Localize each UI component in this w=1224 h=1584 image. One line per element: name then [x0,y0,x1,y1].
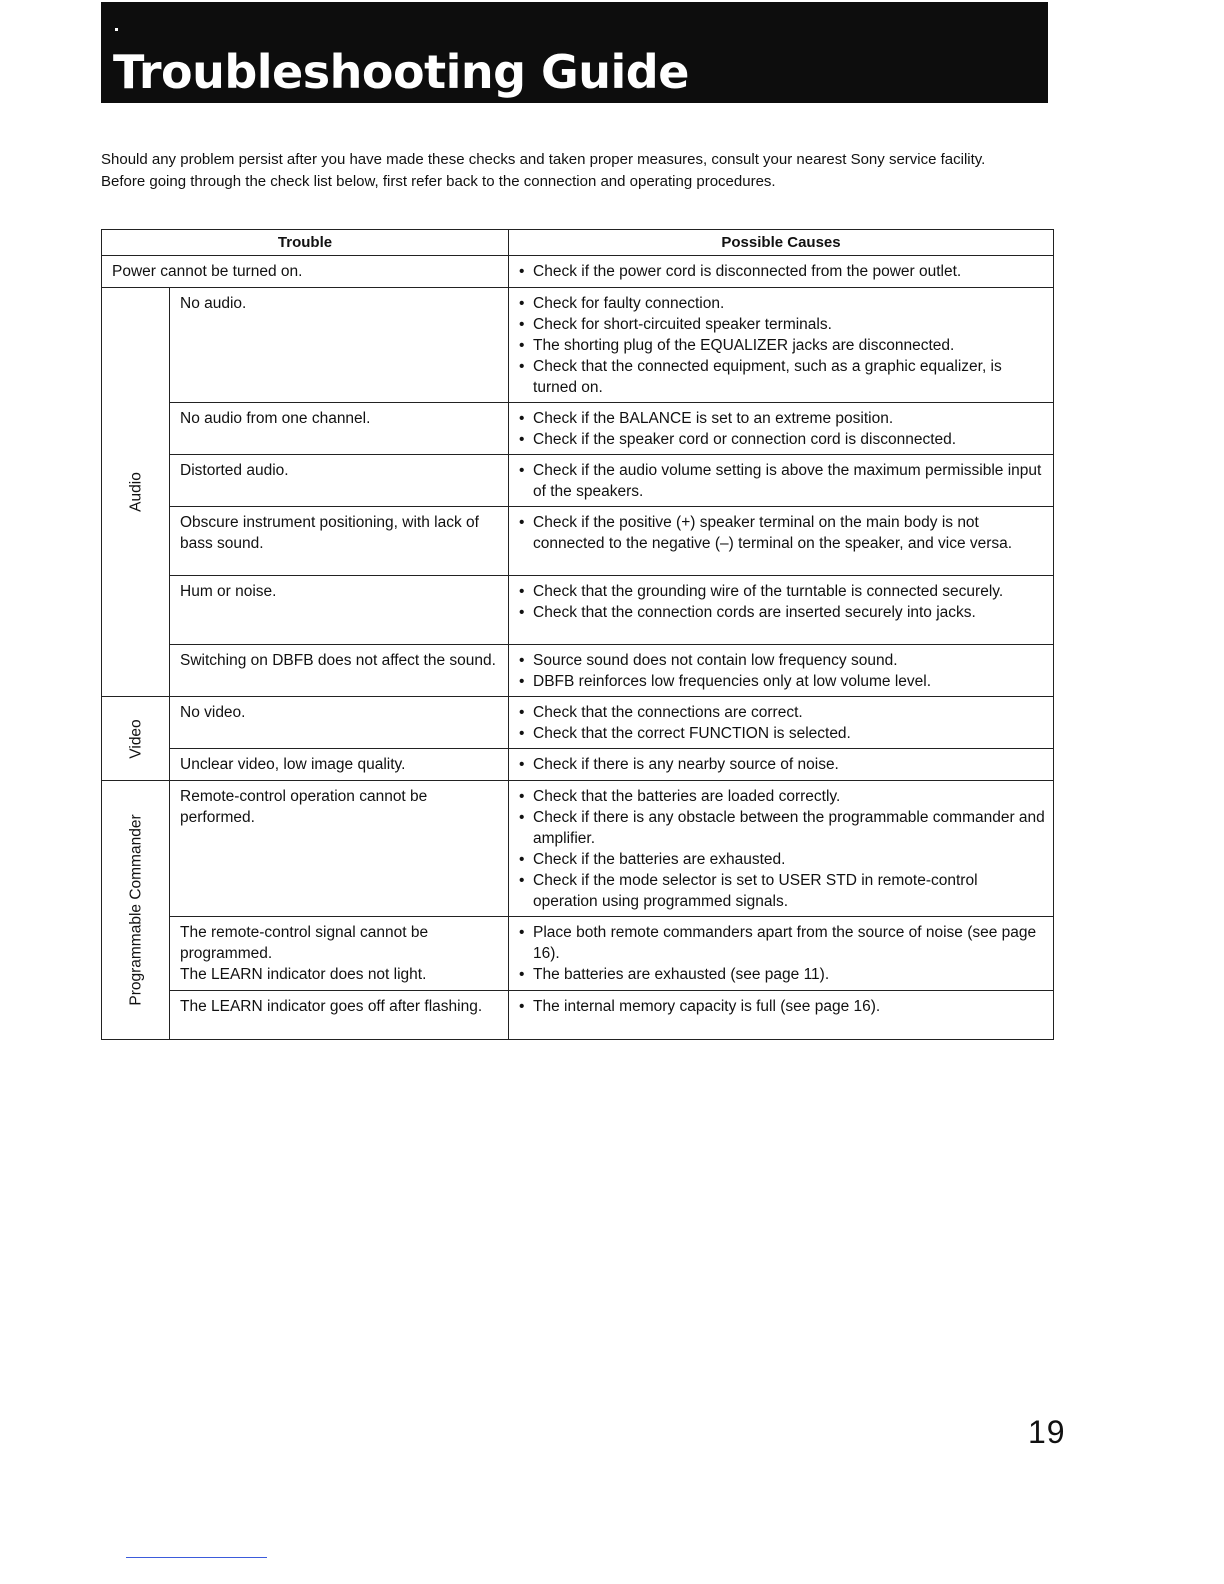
cause-item: • Place both remote commanders apart from the source of noise (see page 16). [517,922,1045,964]
trouble-cell: No audio. [170,288,509,403]
causes-list [517,408,1045,450]
footer-rule [126,1557,267,1558]
column-header-causes: Possible Causes [509,230,1054,256]
trouble-cell: Obscure instrument positioning, with lack of bass sound. [170,507,509,576]
trouble-cell: Remote-control operation cannot be performed. [170,781,509,917]
causes-cell [509,781,1054,917]
trouble-cell: Hum or noise. [170,576,509,645]
table-row [102,917,1054,991]
trouble-cell: The LEARN indicator goes off after flashing. [170,991,509,1040]
cause-item: • Check if the mode selector is set to USER STD in remote-control operation using programmed signals. [517,870,1045,912]
cause-item: • Check that the connection cords are inserted securely into jacks. [517,602,1045,623]
cause-item: • Check if the audio volume setting is above the maximum permissible input of the speakers. [517,460,1045,502]
causes-cell [509,507,1054,576]
cause-item: • Check if the BALANCE is set to an extreme position. [517,408,1045,429]
cause-item: • Check that the connections are correct. [517,702,1045,723]
causes-cell [509,991,1054,1040]
cause-item: • DBFB reinforces low frequencies only at low volume level. [517,671,1045,692]
causes-cell [509,645,1054,697]
table-header-row [102,230,1054,256]
table-row [102,991,1054,1040]
cause-item: • Check that the grounding wire of the turntable is connected securely. [517,581,1045,602]
column-header-trouble: Trouble [102,230,509,256]
trouble-cell: Power cannot be turned on. [102,256,509,288]
causes-list [517,754,1045,775]
causes-list [517,996,1045,1017]
trouble-cell: Unclear video, low image quality. [170,749,509,781]
cause-item: • Check if the power cord is disconnected from the power outlet. [517,261,1045,282]
cause-item: • Check for faulty connection. [517,293,1045,314]
cause-item: • Check if the positive (+) speaker terminal on the main body is not connected to the negative (–) terminal on the speaker, and vice versa. [517,512,1045,554]
table-row [102,403,1054,455]
cause-item: • The shorting plug of the EQUALIZER jacks are disconnected. [517,335,1045,356]
category-label: Programmable Commander [127,814,144,1006]
trouble-cell: No audio from one channel. [170,403,509,455]
causes-list [517,293,1045,398]
table-row [102,507,1054,576]
cause-item: • Check if there is any obstacle between the programmable commander and amplifier. [517,807,1045,849]
trouble-cell [170,917,509,991]
intro-line-2: Before going through the check list below, first refer back to the connection and operating procedures. [101,173,776,190]
category-audio [102,288,170,697]
trouble-cell: No video. [170,697,509,749]
table-row [102,697,1054,749]
causes-cell [509,697,1054,749]
table-row [102,645,1054,697]
category-label: Video [127,718,144,759]
category-video [102,697,170,781]
causes-list [517,581,1045,623]
causes-cell [509,749,1054,781]
cause-item: • Check that the correct FUNCTION is selected. [517,723,1045,744]
cause-item: • Source sound does not contain low frequency sound. [517,650,1045,671]
cause-item: • Check if the speaker cord or connection cord is disconnected. [517,429,1045,450]
table-row [102,288,1054,403]
trouble-text: The LEARN indicator does not light. [180,966,427,983]
category-programmable-commander [102,781,170,1040]
table-row [102,455,1054,507]
page-number: 19 [1028,1414,1066,1450]
trouble-cell: Distorted audio. [170,455,509,507]
causes-cell [509,288,1054,403]
table-row [102,749,1054,781]
trouble-text: The remote-control signal cannot be programmed. [180,924,429,962]
causes-cell [509,917,1054,991]
causes-list [517,512,1045,554]
table-row [102,576,1054,645]
table-row [102,256,1054,288]
cause-item: • The internal memory capacity is full (see page 16). [517,996,1045,1017]
causes-list [517,261,1045,282]
causes-cell [509,256,1054,288]
troubleshooting-table [101,229,1054,1040]
cause-item: • Check if the batteries are exhausted. [517,849,1045,870]
causes-cell [509,455,1054,507]
category-label: Audio [127,472,144,512]
table-row [102,781,1054,917]
causes-list [517,650,1045,692]
cause-item: • Check that the batteries are loaded correctly. [517,786,1045,807]
causes-cell [509,403,1054,455]
causes-cell [509,576,1054,645]
cause-item: • Check for short-circuited speaker terminals. [517,314,1045,335]
intro-line-1: Should any problem persist after you have made these checks and taken proper measures, consult your nearest Sony service facility. [101,151,986,168]
intro-text [101,149,1041,193]
causes-list [517,922,1045,985]
title-banner [101,2,1048,103]
causes-list [517,702,1045,744]
causes-list [517,786,1045,912]
cause-item: • Check if there is any nearby source of noise. [517,754,1045,775]
cause-item: • Check that the connected equipment, such as a graphic equalizer, is turned on. [517,356,1045,398]
page-title: Troubleshooting Guide [113,45,689,99]
causes-list [517,460,1045,502]
cause-item: • The batteries are exhausted (see page 11). [517,964,1045,985]
scan-speck [115,28,118,31]
trouble-cell: Switching on DBFB does not affect the sound. [170,645,509,697]
